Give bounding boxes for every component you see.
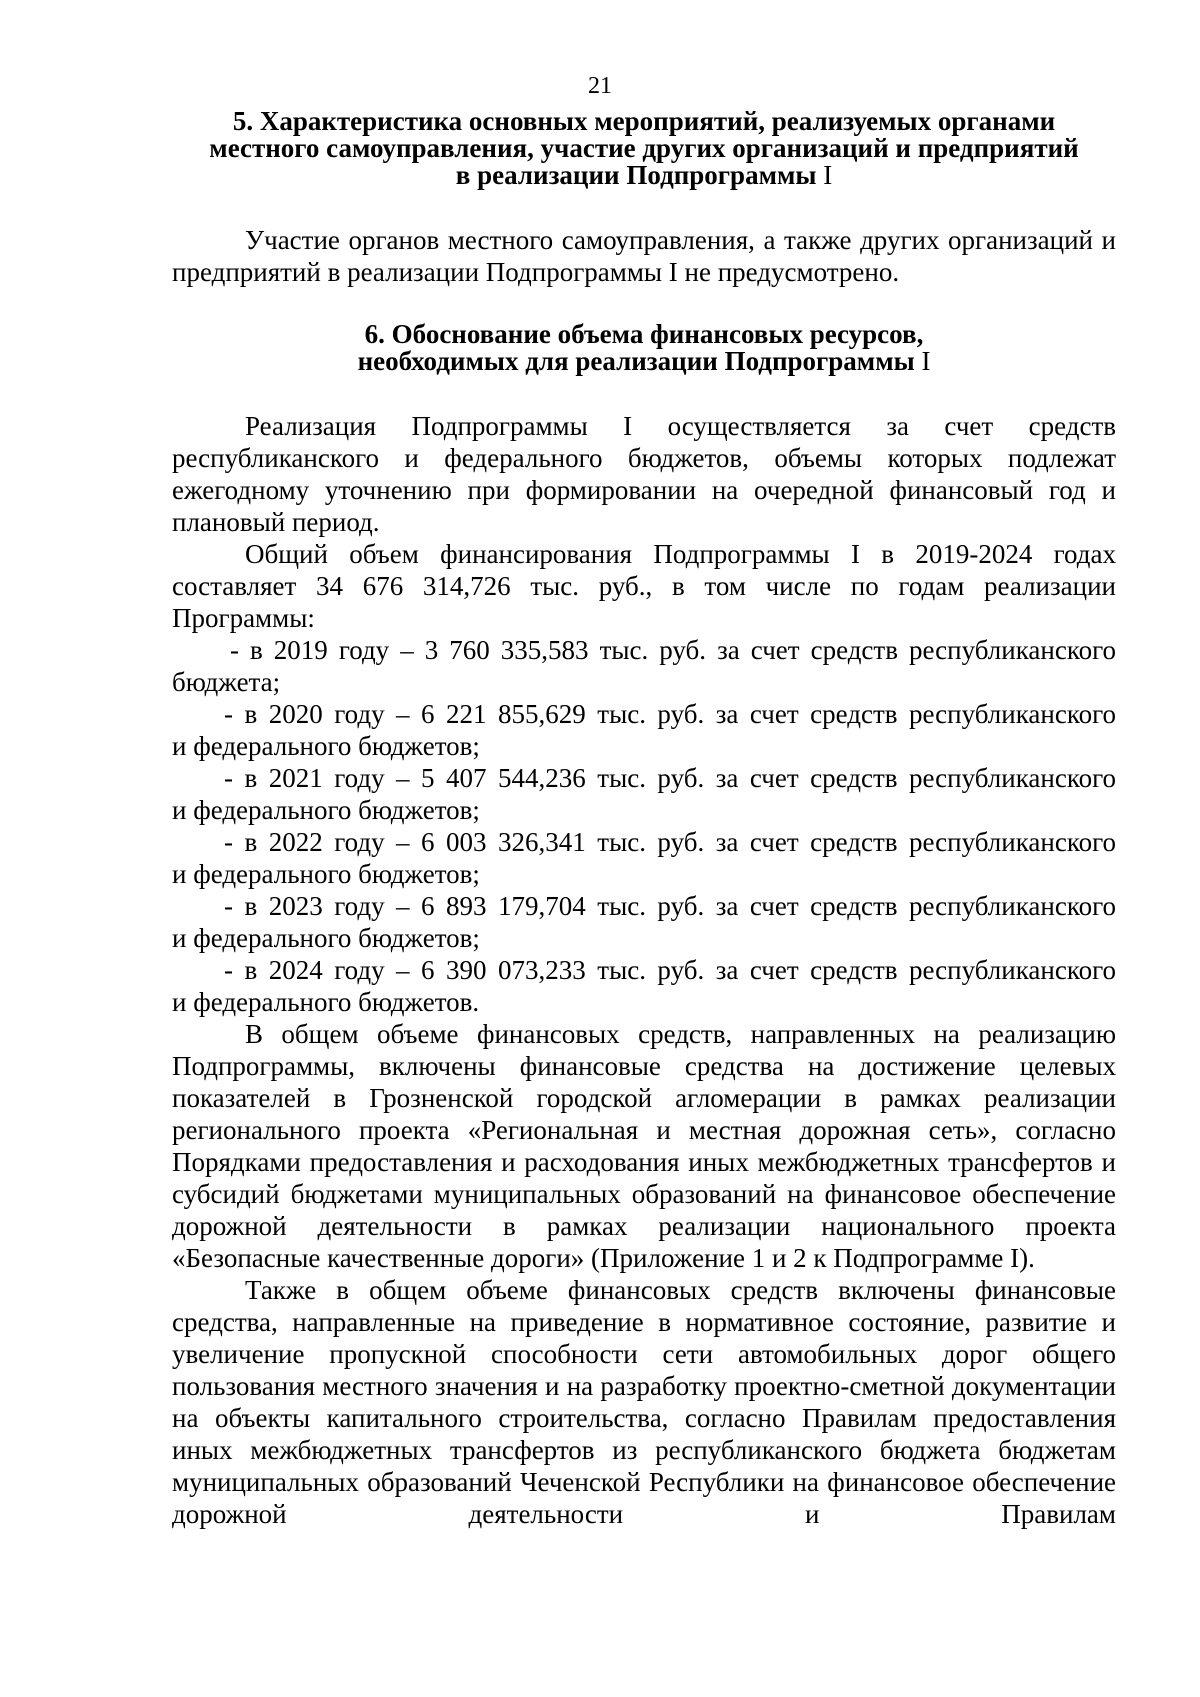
roman-numeral: I [816, 160, 833, 190]
list-item [172, 762, 1116, 826]
list-item-continuation: и федерального бюджетов; [172, 859, 480, 889]
list-item [172, 890, 1116, 954]
section-5-heading-text: в реализации Подпрограммы [455, 160, 817, 190]
financing-source-paragraph: Реализация Подпрограммы I осуществляется за счет средств республиканского и федерального бюджетов, объемы которых подлежат ежегодному уточнению при формировании на очередной финансовый год и плановый период. [172, 411, 1116, 537]
section-6-heading-text: необходимых для реализации Подпрограммы [357, 346, 915, 376]
list-item-line: - в 2023 году – 6 893 179,704 тыс. руб. за счет средств республиканского [224, 891, 1116, 921]
list-item-continuation: и федерального бюджетов; [172, 795, 480, 825]
page-number: 21 [588, 73, 612, 99]
road-funding-paragraph: Также в общем объеме финансовых средств включены финансовые средства, направленные на приведение в нормативное состояние, развитие и увеличение пропускной способности сети автомобильных дорог общего пользования местного значения и на разработку проектно-сметной документации на объекты капитального строительства, согласно Правилам предоставления иных межбюджетных трансфертов из республиканского бюджета бюджетам муниципальных образований Чеченской Республики на финансовое обеспечение дорожной деятельности и Правилам [172, 1275, 1116, 1529]
target-indicators-paragraph: В общем объеме финансовых средств, направленных на реализацию Подпрограммы, включены финансовые средства на достижение целевых показателей в Грозненской городской агломерации в рамках реализации регионального проекта «Региональная и местная дорожная сеть», согласно Порядками предоставления и расходования иных межбюджетных трансфертов и субсидий бюджетами муниципальных образований на финансовое обеспечение дорожной деятельности в рамках реализации национального проекта «Безопасные качественные дороги» (Приложение 1 и 2 к Подпрограмме I). [172, 1019, 1116, 1273]
roman-numeral: I [914, 346, 931, 376]
list-item-line: - в 2022 году – 6 003 326,341 тыс. руб. за счет средств республиканского [224, 827, 1116, 857]
section-5-heading-line: местного самоуправления, участие других организаций и предприятий [209, 133, 1079, 163]
section-6-heading-line [172, 348, 1116, 375]
list-item [172, 634, 1116, 698]
list-item-line: - в 2020 году – 6 221 855,629 тыс. руб. за счет средств республиканского [224, 699, 1116, 729]
document-body [172, 108, 1116, 1530]
section-5-heading [172, 108, 1116, 189]
section-5-paragraph: Участие органов местного самоуправления, а также других организаций и предприятий в реализации Подпрограммы I не предусмотрено. [172, 225, 1116, 287]
list-item-continuation: и федерального бюджетов; [172, 923, 480, 953]
list-item-continuation: бюджета; [172, 667, 281, 697]
list-item [172, 826, 1116, 890]
total-financing-paragraph: Общий объем финансирования Подпрограммы I в 2019-2024 годах составляет 34 676 314,726 тыс. руб., в том числе по годам реализации Программы: [172, 539, 1116, 633]
list-item-line: - в 2019 году – 3 760 335,583 тыс. руб. за счет средств республиканского [230, 635, 1116, 665]
section-6-heading-line: 6. Обоснование объема финансовых ресурсов, [364, 319, 924, 349]
list-item [172, 698, 1116, 762]
section-6-heading [172, 321, 1116, 375]
section-5-heading-line: 5. Характеристика основных мероприятий, реализуемых органами [232, 106, 1056, 136]
yearly-financing-list [172, 634, 1116, 1018]
section-5-heading-line [172, 162, 1116, 189]
list-item [172, 954, 1116, 1018]
list-item-line: - в 2024 году – 6 390 073,233 тыс. руб. за счет средств республиканского [224, 955, 1116, 985]
list-item-continuation: и федерального бюджетов; [172, 731, 480, 761]
list-item-continuation: и федерального бюджетов. [172, 987, 480, 1017]
list-item-line: - в 2021 году – 5 407 544,236 тыс. руб. за счет средств республиканского [224, 763, 1116, 793]
